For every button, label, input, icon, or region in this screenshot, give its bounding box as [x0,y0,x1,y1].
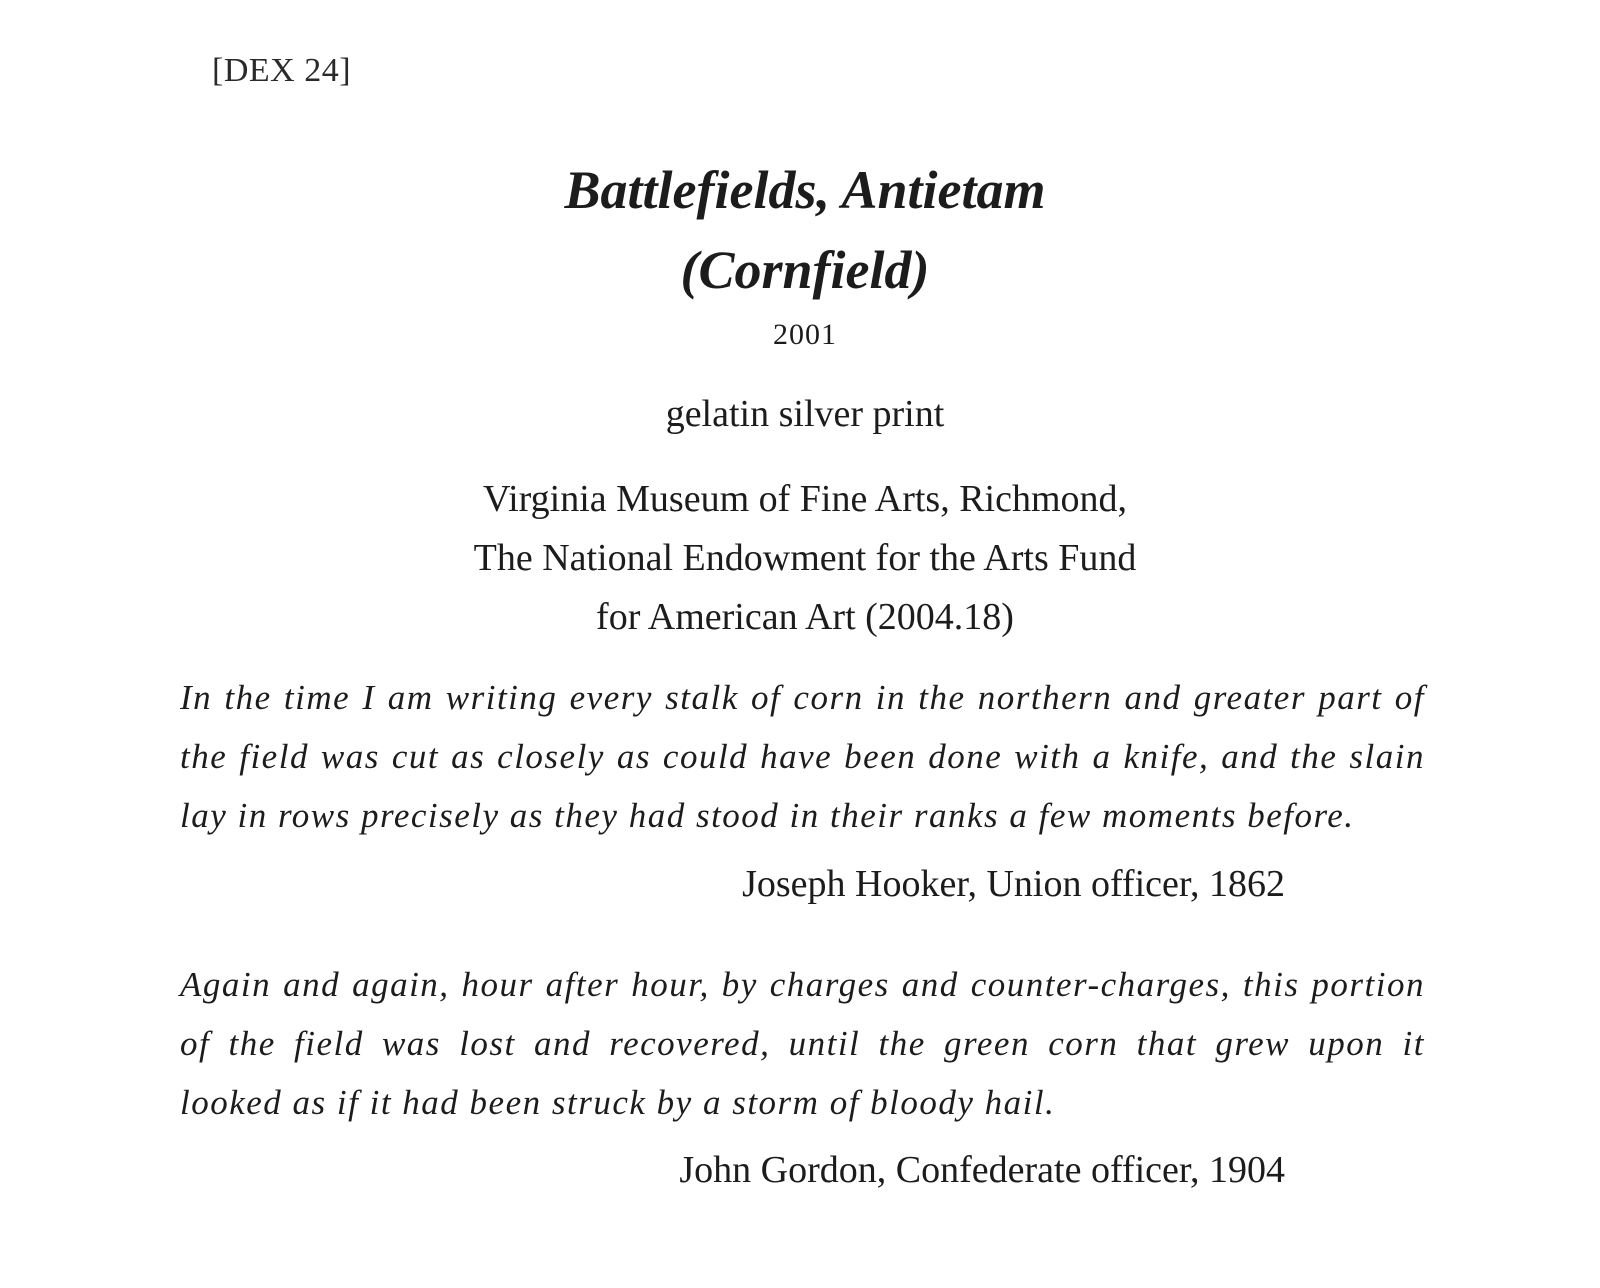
artwork-medium: gelatin silver print [665,393,945,435]
quote-text: Again and again, hour after hour, by charges and counter-charges, this portion of the field was lost and recovered, until the green corn that grew upon it looked as if it had been struck by a storm of bloody hail. [180,965,1425,1122]
artwork-title [0,150,1600,310]
title-line-1: Battlefields, Antietam [564,160,1046,220]
quote-attribution: John Gordon, Confederate officer, 1904 [679,1149,1285,1191]
credit-line-1: Virginia Museum of Fine Arts, Richmond, [482,478,1128,520]
title-line-2: (Cornfield) [680,240,930,300]
credit-line [0,470,1600,647]
artwork-year: 2001 [773,318,837,351]
exhibit-label: [DEX 24] [212,52,352,89]
quote-text: In the time I am writing every stalk of corn in the northern and greater part of the field was cut as closely as could have been done with a knife, and the slain lay in rows precisely as they had stood in their ranks a few moments before. [180,678,1425,835]
quote-attribution: Joseph Hooker, Union officer, 1862 [742,863,1285,905]
credit-line-2: The National Endowment for the Arts Fund [473,537,1137,579]
credit-line-3: for American Art (2004.18) [596,596,1014,638]
